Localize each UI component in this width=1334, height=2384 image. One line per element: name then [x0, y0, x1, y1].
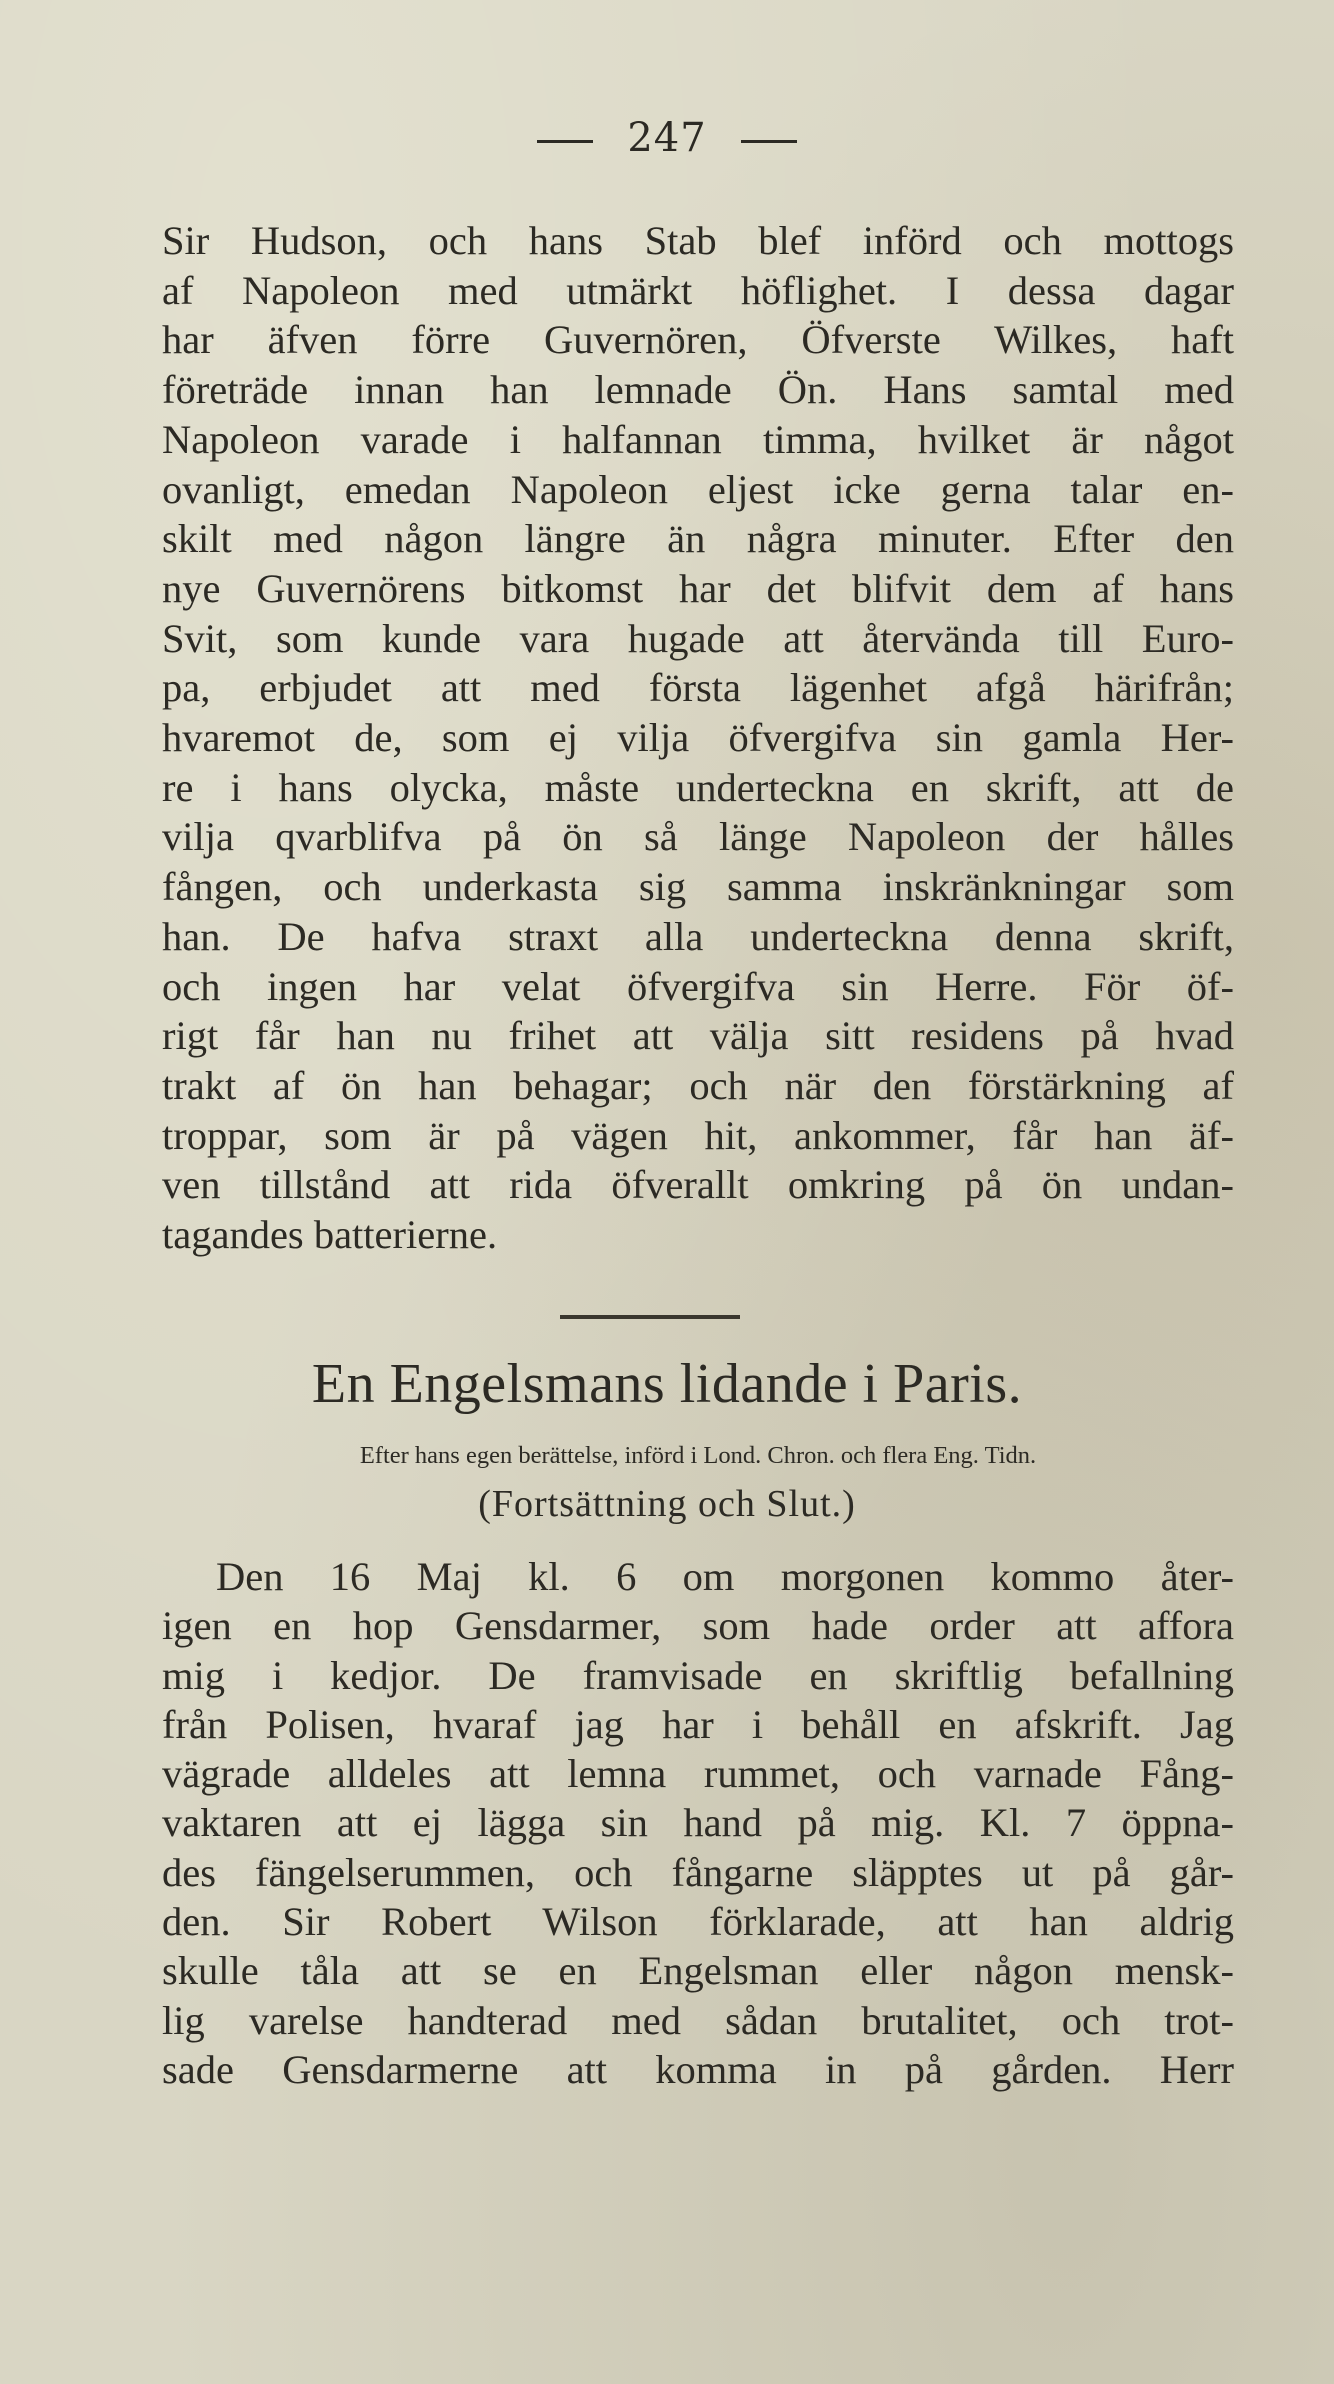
text-line: vilja qvarblifva på ön så länge Napoleon der hålles	[162, 814, 1234, 860]
text-line: des fängelserummen, och fångarne släpptes ut på går-	[162, 1849, 1234, 1895]
text-line: tagandes batterierne.	[162, 1212, 498, 1258]
text-line: lig varelse handterad med sådan brutalitet, och trot-	[162, 1997, 1234, 2043]
page-number: 247	[627, 115, 707, 161]
article-source-note: Efter hans egen berättelse, införd i Lond. Chron. och flera Eng. Tidn.	[359, 1442, 1037, 1469]
text-line: Svit, som kunde vara hugade att återvända till Euro-	[162, 615, 1234, 661]
text-line: ovanligt, emedan Napoleon eljest icke gerna talar en-	[162, 466, 1234, 512]
text-line: nye Guvernörens bitkomst har det blifvit dem af hans	[162, 565, 1234, 611]
text-line: vaktaren att ej lägga sin hand på mig. Kl. 7 öppna-	[162, 1800, 1234, 1846]
text-line: af Napoleon med utmärkt höflighet. I dessa dagar	[162, 267, 1234, 313]
text-line: skilt med någon längre än några minuter. Efter den	[162, 516, 1234, 562]
article-paragraph	[162, 1552, 1234, 2094]
text-line: mig i kedjor. De framvisade en skriftlig befallning	[162, 1652, 1234, 1698]
text-line: Sir Hudson, och hans Stab blef införd och mottogs	[162, 218, 1234, 263]
text-line: ven tillstånd att rida öfverallt omkring på ön undan-	[162, 1162, 1234, 1208]
text-line: från Polisen, hvaraf jag har i behåll en afskrift. Jag	[162, 1701, 1234, 1747]
text-line: igen en hop Gensdarmer, som hade order att affora	[162, 1603, 1234, 1649]
text-line: sade Gensdarmerne att komma in på gården. Herr	[162, 2046, 1234, 2092]
page-header	[0, 115, 1334, 161]
text-line: fången, och underkasta sig samma inskränkningar som	[162, 864, 1234, 910]
text-line: företräde innan han lemnade Ön. Hans samtal med	[162, 367, 1234, 413]
text-line: rigt får han nu frihet att välja sitt residens på hvad	[162, 1013, 1234, 1059]
text-line: hvaremot de, som ej vilja öfvergifva sin gamla Her-	[162, 715, 1234, 761]
text-line: re i hans olycka, måste underteckna en skrift, att de	[162, 764, 1234, 810]
text-line: skulle tåla att se en Engelsman eller någon mensk-	[162, 1948, 1234, 1994]
news-paragraph	[162, 216, 1234, 1260]
text-line: trakt af ön han behagar; och när den förstärkning af	[162, 1062, 1234, 1108]
continuation-note: (Fortsättning och Slut.)	[478, 1483, 856, 1525]
text-line: pa, erbjudet att med första lägenhet afgå härifrån;	[162, 665, 1234, 711]
text-line: vägrade alldeles att lemna rummet, och varnade Fång-	[162, 1751, 1234, 1797]
section-divider	[560, 1315, 740, 1319]
text-line: och ingen har velat öfvergifva sin Herre. För öf-	[162, 963, 1234, 1009]
text-line: den. Sir Robert Wilson förklarade, att han aldrig	[162, 1899, 1234, 1945]
text-line: Napoleon varade i halfannan timma, hvilket är något	[162, 416, 1234, 462]
text-line: har äfven förre Guvernören, Öfverste Wilkes, haft	[162, 317, 1234, 363]
article-title: En Engelsmans lidande i Paris.	[311, 1353, 1023, 1415]
text-line: Den 16 Maj kl. 6 om morgonen kommo åter-	[216, 1554, 1234, 1599]
text-line: troppar, som är på vägen hit, ankommer, får han äf-	[162, 1112, 1234, 1158]
header-dash-right	[741, 140, 797, 143]
text-line: han. De hafva straxt alla underteckna denna skrift,	[162, 913, 1234, 959]
header-dash-left	[537, 140, 593, 143]
